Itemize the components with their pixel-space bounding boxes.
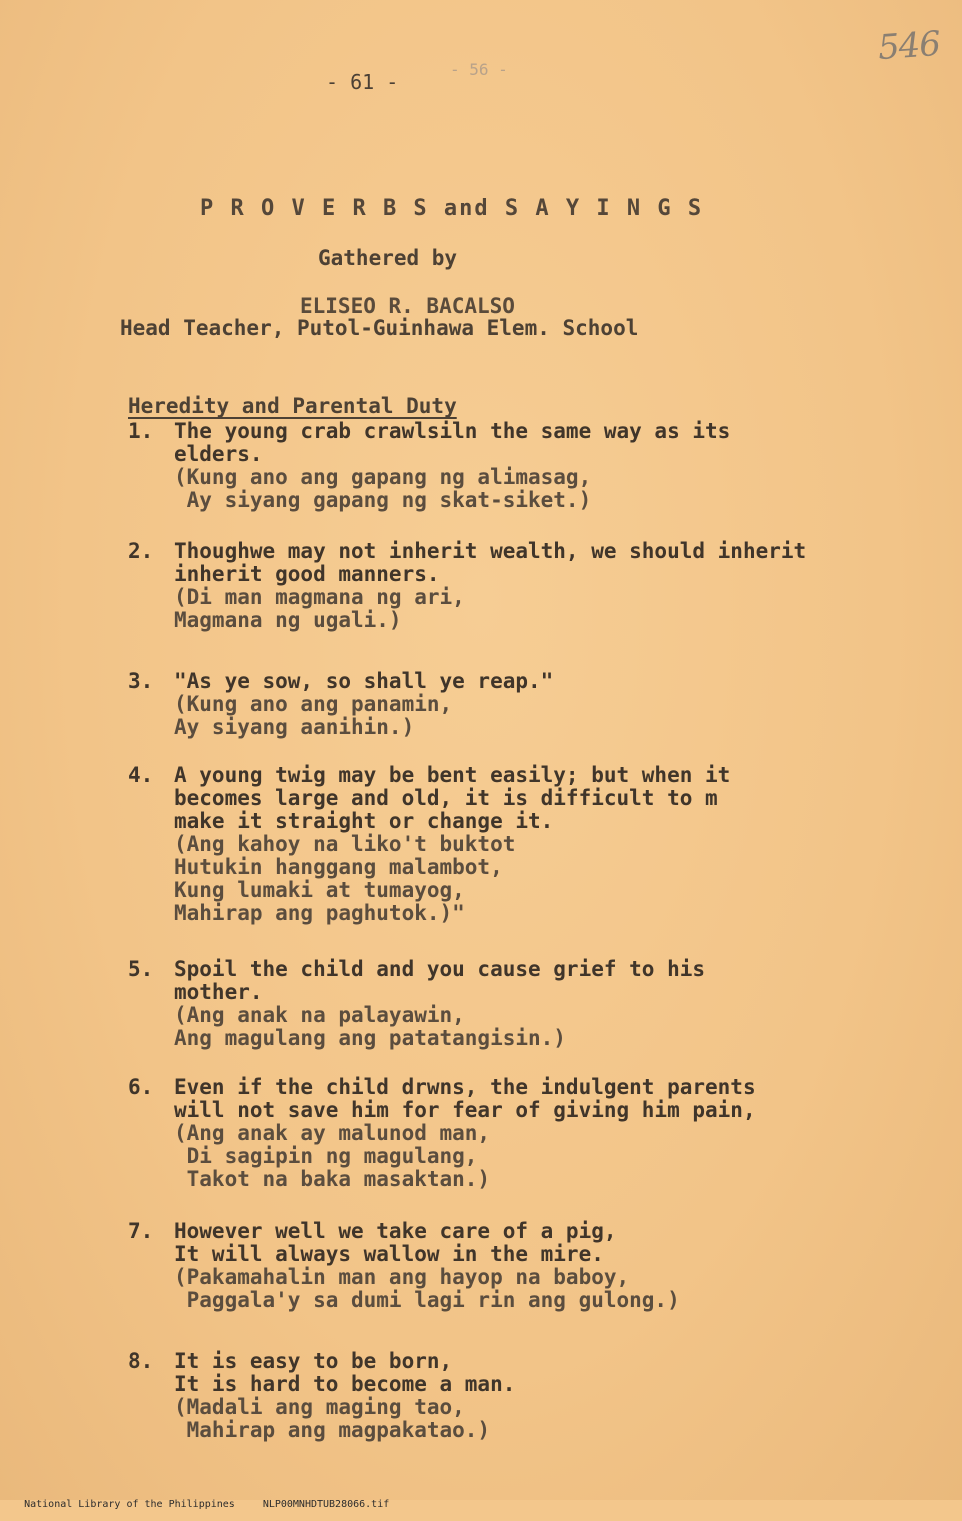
proverb-tagalog-line: Ang magulang ang patatangisin.): [174, 1026, 566, 1050]
proverb-english-line: Spoil the child and you cause grief to his: [174, 957, 706, 981]
proverb-tagalog-line: (Kung ano ang panamin,: [174, 692, 453, 716]
handwritten-page-number: 546: [876, 23, 942, 69]
proverb-tagalog-line: Mahirap ang paghutok.)": [174, 901, 465, 925]
footer-caption: [0, 1488, 417, 1521]
proverb-english-line: inherit good manners.: [174, 562, 440, 586]
footer-library: National Library of the Philippines: [24, 1499, 235, 1510]
proverb-tagalog-line: (Ang anak na palayawin,: [174, 1003, 465, 1027]
proverb-number: 5.: [128, 957, 154, 981]
proverb-tagalog-line: Ay siyang gapang ng skat-siket.): [174, 488, 592, 512]
proverb-english-line: Thoughwe may not inherit wealth, we should inherit: [174, 539, 807, 563]
proverb-tagalog-line: Di sagipin ng magulang,: [174, 1144, 478, 1168]
proverb-tagalog-line: (Kung ano ang gapang ng alimasag,: [174, 465, 592, 489]
proverb-english-line: It is easy to be born,: [174, 1349, 453, 1373]
proverb-tagalog-line: (Ang kahoy na liko't buktot: [174, 832, 516, 856]
proverb-item: [128, 420, 730, 512]
proverb-english-line: Even if the child drwns, the indulgent parents: [174, 1075, 756, 1099]
proverb-tagalog-line: Paggala'y sa dumi lagi rin ang gulong.): [174, 1288, 680, 1312]
proverb-number: 2.: [128, 539, 154, 563]
proverb-item: [128, 1220, 680, 1312]
proverb-item: [128, 670, 553, 739]
proverb-english-line: make it straight or change it.: [174, 809, 554, 833]
proverb-english-line: will not save him for fear of giving him pain,: [174, 1098, 756, 1122]
proverb-english-line: mother.: [174, 980, 263, 1004]
proverb-english-line: "As ye sow, so shall ye reap.": [174, 669, 554, 693]
proverb-english-line: It will always wallow in the mire.: [174, 1242, 604, 1266]
proverb-item: [128, 764, 730, 925]
proverb-tagalog-line: Mahirap ang magpakatao.): [174, 1418, 491, 1442]
proverb-tagalog-line: Ay siyang aanihin.): [174, 715, 415, 739]
proverb-item: [128, 540, 806, 632]
proverb-number: 6.: [128, 1075, 154, 1099]
footer-filename: NLP00MNHDTUB28066.tif: [262, 1499, 390, 1510]
proverb-item: [128, 1350, 515, 1442]
proverb-number: 3.: [128, 669, 154, 693]
author-position: Head Teacher, Putol-Guinhawa Elem. School: [120, 316, 639, 340]
page-number: - 61 -: [326, 70, 399, 94]
proverb-english-line: However well we take care of a pig,: [174, 1219, 617, 1243]
old-page-number: - 56 -: [450, 60, 508, 79]
proverb-number: 1.: [128, 419, 154, 443]
proverb-number: 7.: [128, 1219, 154, 1243]
proverb-english-line: A young twig may be bent easily; but when it: [174, 763, 731, 787]
proverb-number: 8.: [128, 1349, 154, 1373]
proverb-tagalog-line: (Ang anak ay malunod man,: [174, 1121, 491, 1145]
proverb-tagalog-line: Magmana ng ugali.): [174, 608, 402, 632]
proverb-item: [128, 1076, 756, 1191]
section-heading: Heredity and Parental Duty: [128, 394, 457, 418]
proverb-english-line: It is hard to become a man.: [174, 1372, 516, 1396]
proverb-tagalog-line: Kung lumaki at tumayog,: [174, 878, 465, 902]
proverb-item: [128, 958, 705, 1050]
proverb-tagalog-line: (Madali ang maging tao,: [174, 1395, 465, 1419]
proverb-number: 4.: [128, 763, 154, 787]
author-name: ELISEO R. BACALSO: [300, 294, 515, 318]
document-title: P R O V E R B S and S A Y I N G S: [200, 196, 704, 221]
proverb-tagalog-line: Hutukin hanggang malambot,: [174, 855, 503, 879]
gathered-by: Gathered by: [318, 246, 458, 270]
proverb-tagalog-line: (Di man magmana ng ari,: [174, 585, 465, 609]
proverb-tagalog-line: Takot na baka masaktan.): [174, 1167, 491, 1191]
proverb-english-line: elders.: [174, 442, 263, 466]
proverb-english-line: becomes large and old, it is difficult to m: [174, 786, 718, 810]
proverb-english-line: The young crab crawlsiln the same way as its: [174, 419, 731, 443]
proverb-tagalog-line: (Pakamahalin man ang hayop na baboy,: [174, 1265, 630, 1289]
